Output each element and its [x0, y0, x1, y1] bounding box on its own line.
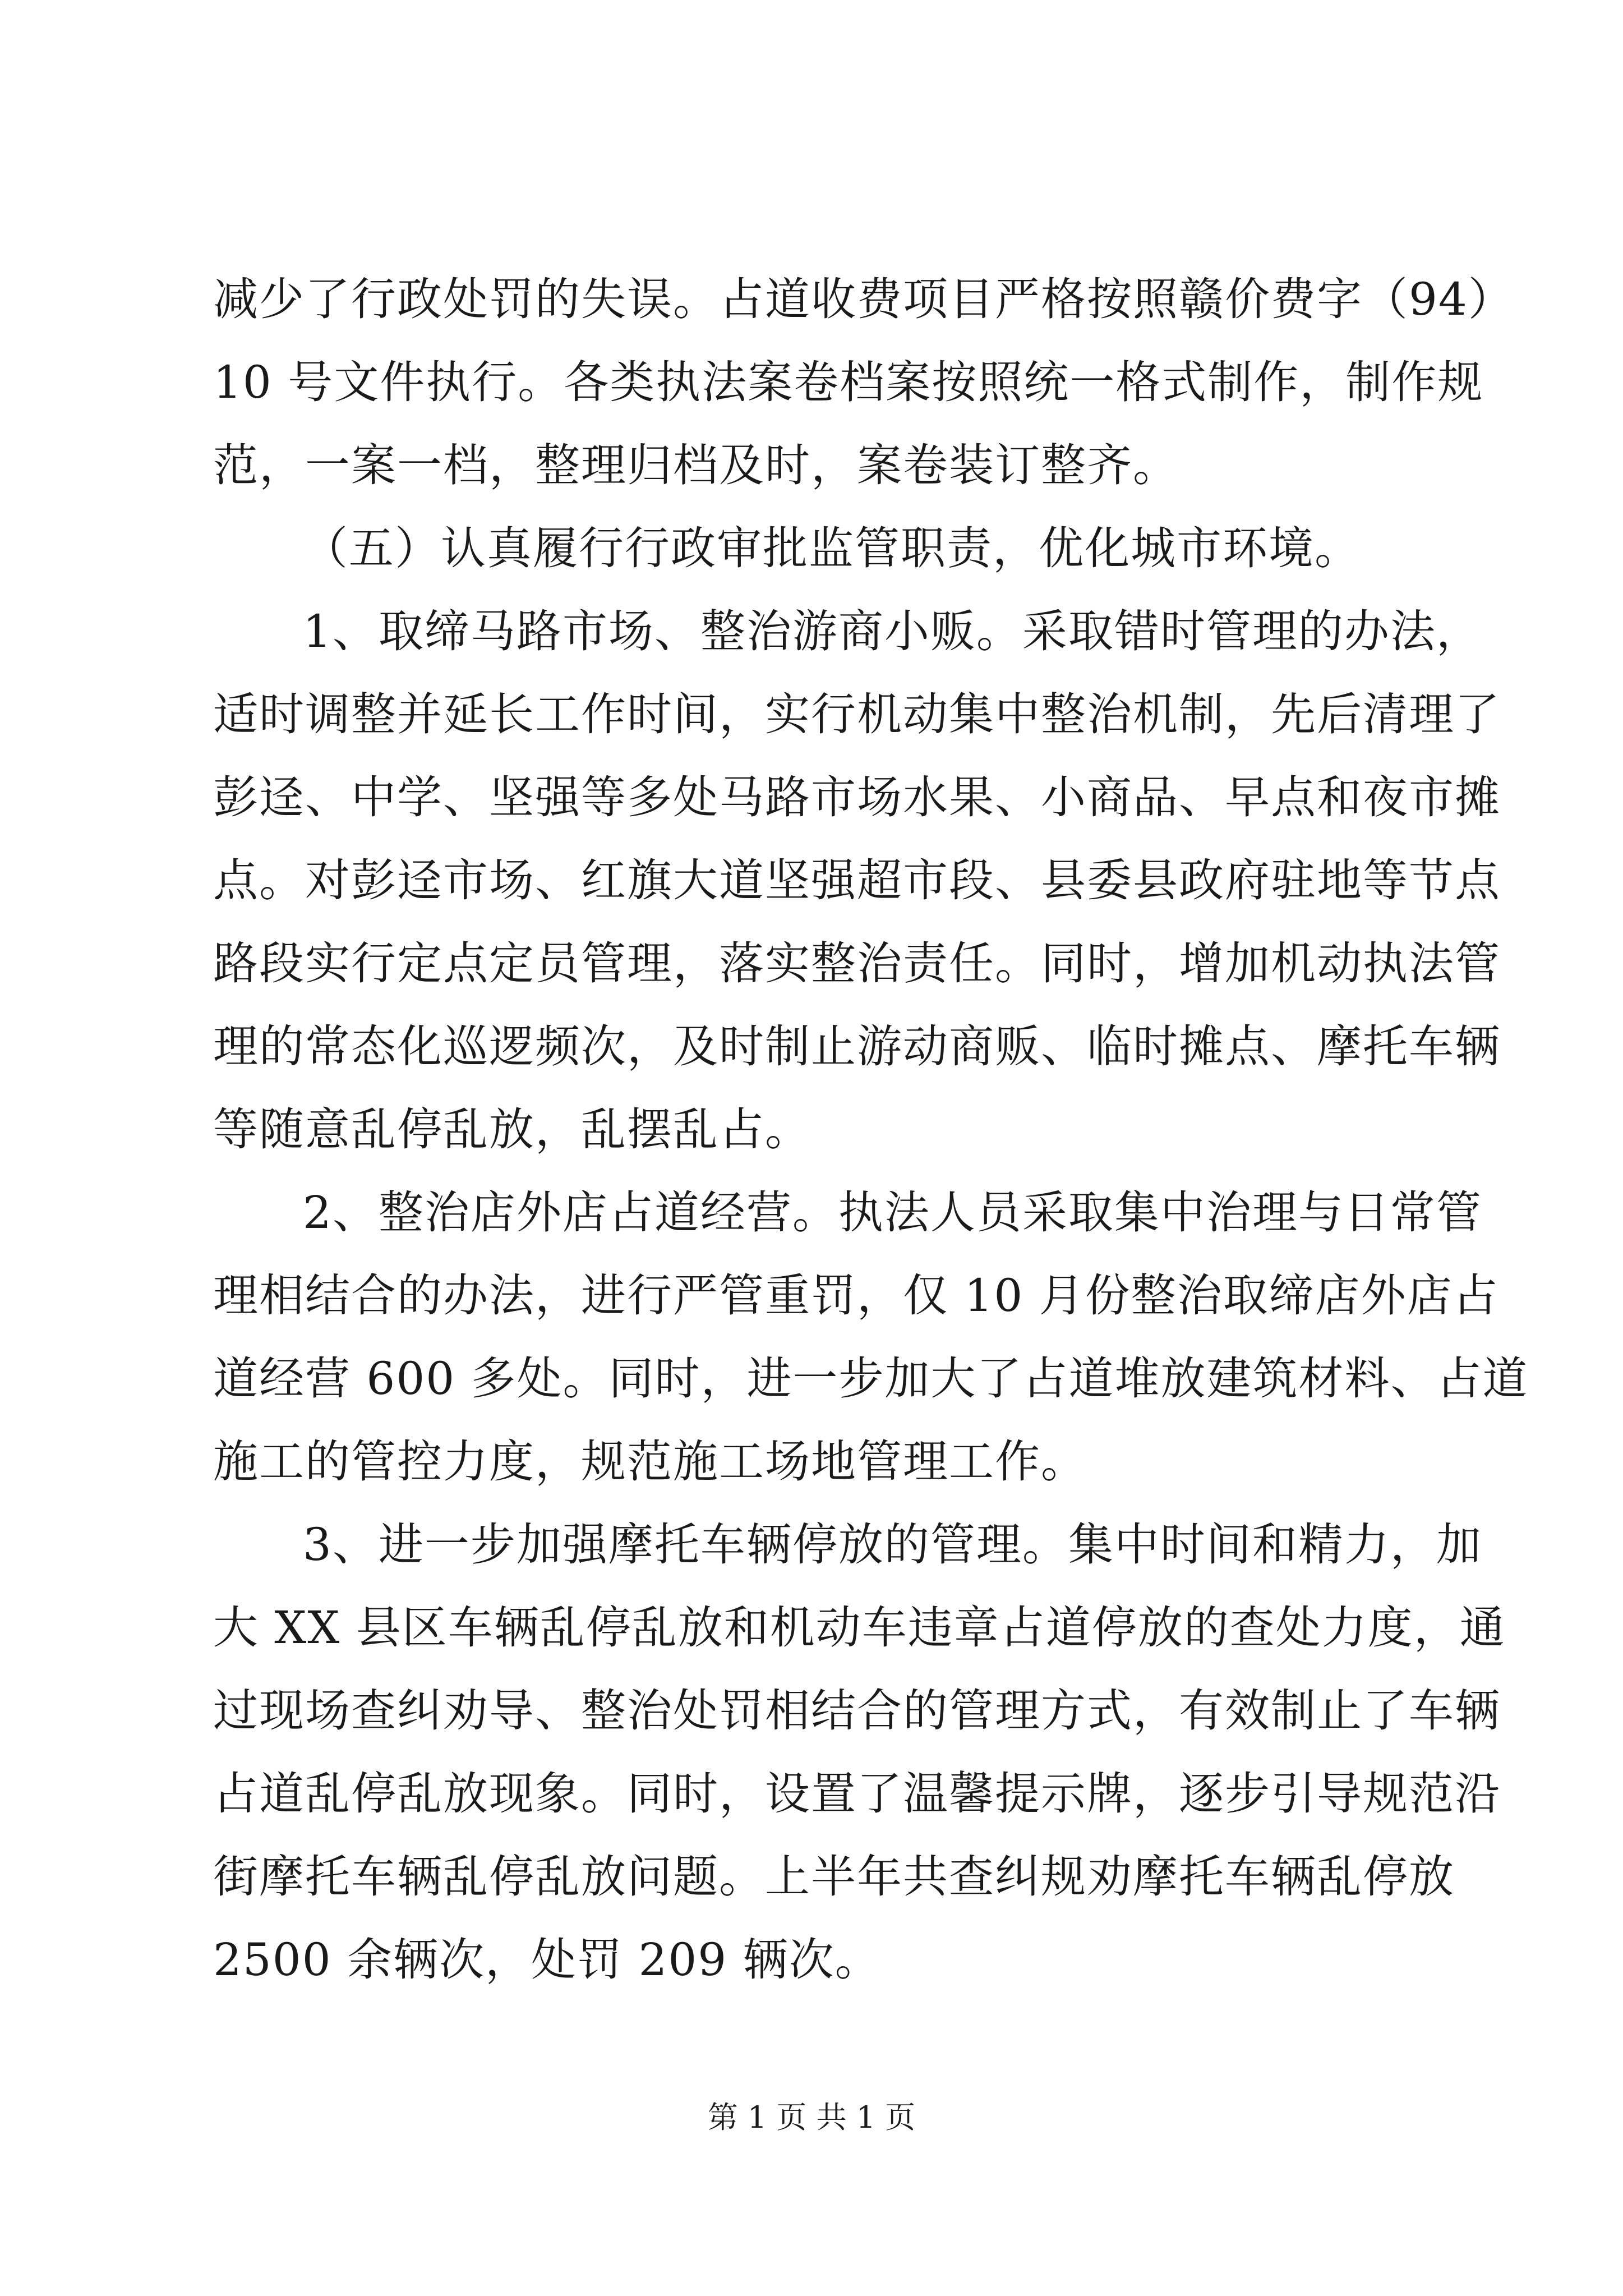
page-footer: 第 1 页 共 1 页: [707, 2100, 916, 2135]
section-heading: （五）认真履行行政审批监管职责，优化城市环境。: [303, 522, 1361, 574]
paragraph-line: 过现场查纠劝导、整治处罚相结合的管理方式，有效制止了车辆: [213, 1685, 1501, 1737]
paragraph-line: 理相结合的办法，进行严管重罚，仅 10 月份整治取缔店外店占: [213, 1269, 1499, 1322]
paragraph-line: 道经营 600 多处。同时，进一步加大了占道堆放建筑材料、占道: [213, 1352, 1529, 1405]
paragraph-line: 3、进一步加强摩托车辆停放的管理。集中时间和精力，加: [303, 1519, 1482, 1571]
document-body: [213, 258, 1529, 2001]
paragraph-line: 范，一案一档，整理归档及时，案卷装订整齐。: [213, 439, 1179, 491]
paragraph-line: 理的常态化巡逻频次，及时制止游动商贩、临时摊点、摩托车辆: [213, 1020, 1501, 1073]
paragraph-line: 1、取缔马路市场、整治游商小贩。采取错时管理的办法，: [303, 605, 1482, 657]
paragraph-line: 减少了行政处罚的失误。占道收费项目严格按照赣价费字（94）: [213, 273, 1514, 325]
paragraph-line: 路段实行定点定员管理，落实整治责任。同时，增加机动执法管: [213, 937, 1501, 990]
paragraph-line: 施工的管控力度，规范施工场地管理工作。: [213, 1435, 1087, 1488]
paragraph-line: 2、整治店外店占道经营。执法人员采取集中治理与日常管: [303, 1186, 1482, 1239]
paragraph-line: 大 XX 县区车辆乱停乱放和机动车违章占道停放的查处力度，通: [213, 1602, 1506, 1654]
paragraph-line: 适时调整并延长工作时间，实行机动集中整治机制，先后清理了: [213, 688, 1501, 740]
paragraph-line: 彭迳、中学、坚强等多处马路市场水果、小商品、早点和夜市摊: [213, 771, 1501, 823]
paragraph-line: 点。对彭迳市场、红旗大道坚强超市段、县委县政府驻地等节点: [213, 854, 1501, 907]
paragraph-line: 占道乱停乱放现象。同时，设置了温馨提示牌，逐步引导规范沿: [213, 1768, 1501, 1820]
paragraph-line: 10 号文件执行。各类执法案卷档案按照统一格式制作，制作规: [213, 356, 1484, 408]
paragraph-line: 等随意乱停乱放，乱摆乱占。: [213, 1103, 811, 1156]
paragraph-line: 2500 余辆次，处罚 209 辆次。: [213, 1934, 881, 1986]
paragraph-line: 街摩托车辆乱停乱放问题。上半年共查纠规劝摩托车辆乱停放: [213, 1851, 1455, 1903]
